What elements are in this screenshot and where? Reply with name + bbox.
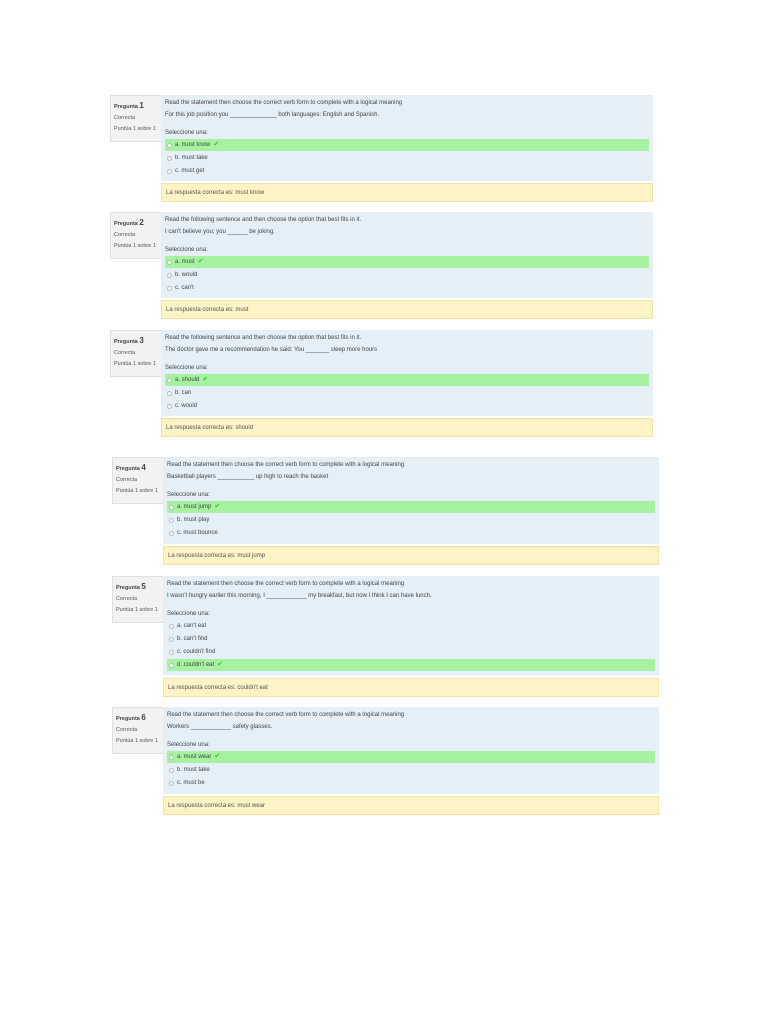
answer-option[interactable] xyxy=(165,269,649,281)
question-number-value: 5 xyxy=(141,582,146,591)
answer-option-label: b. must take xyxy=(175,155,208,161)
select-one-label: Seleccione una: xyxy=(167,611,210,617)
feedback-prefix: La respuesta correcta es: xyxy=(168,803,236,809)
select-one-label: Seleccione una: xyxy=(167,492,210,498)
correct-answer-feedback xyxy=(161,183,653,202)
question-content xyxy=(163,457,659,544)
question-label: Pregunta xyxy=(114,221,138,227)
question-number-value: 4 xyxy=(141,463,146,472)
radio-button[interactable] xyxy=(169,531,174,536)
question-content xyxy=(161,212,653,298)
answer-option[interactable] xyxy=(165,374,649,386)
radio-button[interactable] xyxy=(167,143,172,148)
answer-option[interactable] xyxy=(167,527,655,539)
answer-option[interactable] xyxy=(167,751,655,763)
question-label: Pregunta xyxy=(116,466,140,472)
radio-button[interactable] xyxy=(169,505,174,510)
question-score: Puntúa 1 sobre 1 xyxy=(114,126,156,132)
question-number xyxy=(116,462,164,475)
answer-option[interactable] xyxy=(165,387,649,399)
radio-button[interactable] xyxy=(167,156,172,161)
question-label: Pregunta xyxy=(116,585,140,591)
question-sentence: I wasn't hungry earlier this morning, I ____________ my breakfast, but now I think I can have lunch. xyxy=(167,593,432,599)
answer-option[interactable] xyxy=(167,659,655,671)
answer-option[interactable] xyxy=(167,764,655,776)
radio-button[interactable] xyxy=(167,286,172,291)
radio-button[interactable] xyxy=(169,624,174,629)
feedback-answer: must know xyxy=(235,190,265,196)
feedback-prefix: La respuesta correcta es: xyxy=(166,425,234,431)
question-sentence: Workers ____________ safety glasses. xyxy=(167,724,273,730)
answer-option[interactable] xyxy=(167,501,655,513)
question-content xyxy=(163,707,659,794)
question-status: Correcta xyxy=(114,232,136,238)
question-score: Puntúa 1 sobre 1 xyxy=(116,607,158,613)
question-status: Correcta xyxy=(116,727,138,733)
answer-option-label: c. must get xyxy=(175,168,205,174)
question-number xyxy=(114,100,162,113)
feedback-answer: must wear xyxy=(237,803,266,809)
radio-button[interactable] xyxy=(169,518,174,523)
answer-option-label: a. can't eat xyxy=(177,623,207,629)
feedback-answer: couldn't eat xyxy=(237,685,268,691)
question-status: Correcta xyxy=(116,596,138,602)
answer-option[interactable] xyxy=(165,165,649,177)
answer-option-label: d. couldn't eat xyxy=(177,662,215,668)
select-one-label: Seleccione una: xyxy=(165,365,208,371)
question-score: Puntúa 1 sobre 1 xyxy=(116,738,158,744)
question-number xyxy=(114,217,162,230)
question-number-value: 6 xyxy=(141,713,146,722)
question-label: Pregunta xyxy=(114,339,138,345)
question-info xyxy=(112,707,168,754)
question-score: Puntúa 1 sobre 1 xyxy=(116,488,158,494)
radio-button[interactable] xyxy=(169,755,174,760)
radio-button[interactable] xyxy=(167,378,172,383)
answer-option[interactable] xyxy=(167,514,655,526)
question-prompt: Read the statement then choose the correct verb form to complete with a logical meaning xyxy=(167,712,405,718)
question-sentence: The doctor gave me a recommendation he said: You _______ sleep more hours xyxy=(165,347,378,353)
question-label: Pregunta xyxy=(114,104,138,110)
correct-answer-feedback xyxy=(161,418,653,437)
correct-answer-feedback xyxy=(163,546,659,565)
correct-answer-feedback xyxy=(163,678,659,697)
question-info xyxy=(112,457,168,504)
question-sentence: I can't believe you; you ______ be joking. xyxy=(165,229,275,235)
feedback-answer: must jump xyxy=(237,553,266,559)
answer-option-label: a. must wear xyxy=(177,754,212,760)
answer-option[interactable] xyxy=(167,777,655,789)
question-number xyxy=(116,712,164,725)
select-one-label: Seleccione una: xyxy=(167,742,210,748)
answer-option-label: b. can xyxy=(175,390,192,396)
question-content xyxy=(161,95,653,181)
answer-option-label: a. must know xyxy=(175,142,211,148)
question-label: Pregunta xyxy=(116,716,140,722)
answer-option-label: c. can't xyxy=(175,285,194,291)
feedback-prefix: La respuesta correcta es: xyxy=(168,685,236,691)
correct-answer-feedback xyxy=(163,796,659,815)
question-content xyxy=(163,576,659,675)
question-info xyxy=(110,95,166,142)
radio-button[interactable] xyxy=(167,391,172,396)
answer-option[interactable] xyxy=(165,400,649,412)
question-prompt: Read the statement then choose the correct verb form to complete with a logical meaning xyxy=(165,100,403,106)
answer-option-label: b. can't find xyxy=(177,636,208,642)
answer-option-label: a. must xyxy=(175,259,195,265)
answer-option-label: c. would xyxy=(175,403,198,409)
answer-option[interactable] xyxy=(165,256,649,268)
radio-button[interactable] xyxy=(169,637,174,642)
answer-option-label: a. should xyxy=(175,377,200,383)
select-one-label: Seleccione una: xyxy=(165,247,208,253)
question-sentence: For this job position you ______________ both languages: English and Spanish. xyxy=(165,112,380,118)
question-number-value: 2 xyxy=(139,218,144,227)
feedback-prefix: La respuesta correcta es: xyxy=(166,190,234,196)
radio-button[interactable] xyxy=(169,650,174,655)
answer-option[interactable] xyxy=(165,152,649,164)
answer-option[interactable] xyxy=(165,139,649,151)
question-status: Correcta xyxy=(116,477,138,483)
answer-option-label: c. must bounce xyxy=(177,530,218,536)
question-prompt: Read the following sentence and then choose the option that best fits in it. xyxy=(165,335,362,341)
answer-option-label: a. must jump xyxy=(177,504,212,510)
question-score: Puntúa 1 sobre 1 xyxy=(114,361,156,367)
select-one-label: Seleccione una: xyxy=(165,130,208,136)
check-icon: ✔ xyxy=(217,661,224,668)
question-status: Correcta xyxy=(114,350,136,356)
answer-option[interactable] xyxy=(167,633,655,645)
radio-button[interactable] xyxy=(167,273,172,278)
answer-option-label: b. must play xyxy=(177,517,210,523)
question-info xyxy=(110,212,166,259)
answer-option-label: c. must be xyxy=(177,780,205,786)
question-info xyxy=(110,330,166,377)
answer-option[interactable] xyxy=(165,282,649,294)
question-content xyxy=(161,330,653,416)
answer-option-label: b. must take xyxy=(177,767,210,773)
radio-button[interactable] xyxy=(169,781,174,786)
answer-option-label: b. would xyxy=(175,272,198,278)
radio-button[interactable] xyxy=(167,260,172,265)
question-info xyxy=(112,576,168,623)
question-status: Correcta xyxy=(114,115,136,121)
question-number xyxy=(114,335,162,348)
radio-button[interactable] xyxy=(169,663,174,668)
radio-button[interactable] xyxy=(169,768,174,773)
question-prompt: Read the statement then choose the correct verb form to complete with a logical meaning xyxy=(167,581,405,587)
question-prompt: Read the following sentence and then choose the option that best fits in it. xyxy=(165,217,362,223)
question-number-value: 1 xyxy=(139,101,144,110)
radio-button[interactable] xyxy=(167,404,172,409)
check-icon: ✔ xyxy=(213,141,220,148)
check-icon: ✔ xyxy=(214,503,221,510)
answer-option[interactable] xyxy=(167,646,655,658)
feedback-prefix: La respuesta correcta es: xyxy=(168,553,236,559)
question-number-value: 3 xyxy=(139,336,144,345)
question-prompt: Read the statement then choose the correct verb form to complete with a logical meaning xyxy=(167,462,405,468)
correct-answer-feedback xyxy=(161,300,653,319)
question-sentence: Basketball players ___________ up high to reach the basket xyxy=(167,474,329,480)
question-number xyxy=(116,581,164,594)
answer-option-label: c. couldn't find xyxy=(177,649,216,655)
question-score: Puntúa 1 sobre 1 xyxy=(114,243,156,249)
radio-button[interactable] xyxy=(167,169,172,174)
check-icon: ✔ xyxy=(214,753,221,760)
feedback-answer: must xyxy=(235,307,249,313)
check-icon: ✔ xyxy=(197,258,204,265)
feedback-answer: should xyxy=(235,425,254,431)
feedback-prefix: La respuesta correcta es: xyxy=(166,307,234,313)
check-icon: ✔ xyxy=(202,376,209,383)
answer-option[interactable] xyxy=(167,620,655,632)
